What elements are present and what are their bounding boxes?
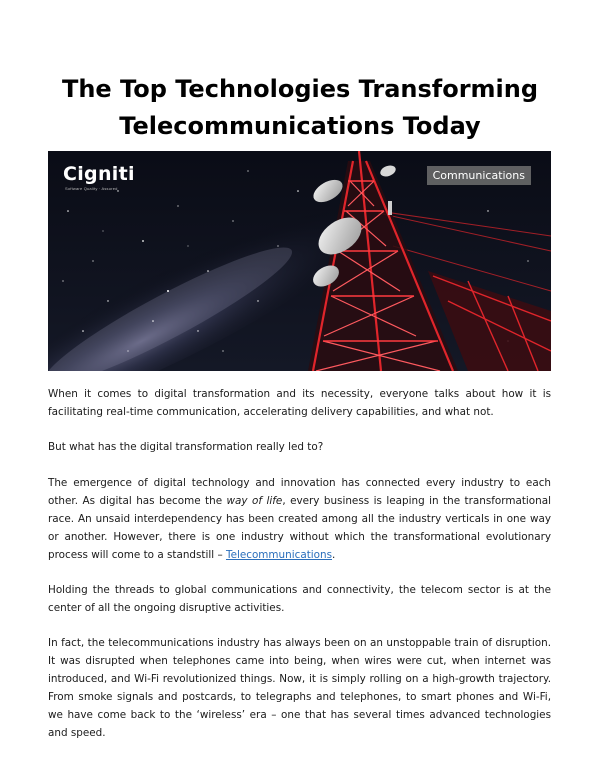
telecommunications-link[interactable]: Telecommunications xyxy=(225,549,333,561)
brand-tagline: Software Quality · Assured xyxy=(65,186,118,191)
paragraph-3 xyxy=(48,474,551,564)
paragraph-4: Holding the threads to global communications and connectivity, the telecom sector is at the center of all the ongoing disruptive activities. xyxy=(48,584,551,614)
paragraph-3-text-a: The emergence of digital technology and innovation has connected every industry to each other. As digital has become the xyxy=(48,477,551,507)
brand-logo: Cigniti xyxy=(63,163,135,185)
paragraph-3-end: . xyxy=(332,549,336,561)
article-title: The Top Technologies Transforming Telecommunications Today xyxy=(61,75,539,140)
hero-image xyxy=(48,151,551,371)
article-body xyxy=(48,385,551,759)
paragraph-2: But what has the digital transformation really led to? xyxy=(48,441,324,453)
paragraph-3-text-b: , every business is leaping in the transformational race. An unsaid interdependency has been created among all the industry verticals in one way or another. However, there is one industry without which the transformational evolutionary process will come to a standstill – xyxy=(48,495,552,561)
paragraph-1: When it comes to digital transformation and its necessity, everyone talks about how it is facilitating real-time communication, accelerating delivery capabilities, and what not. xyxy=(48,388,551,418)
category-badge: Communications xyxy=(427,166,531,185)
paragraph-5: In fact, the telecommunications industry has always been on an unstoppable train of disruption. It was disrupted when telephones came into being, when wires were cut, when internet was introduced, and Wi-Fi revolutionized things. Now, it is simply rolling on a high-growth trajectory. From smoke signals and postcards, to telegraphs and telephones, to smart phones and Wi-Fi, we have come back to the ‘wireless’ era – one that has several times advanced technologies and speed. xyxy=(48,637,551,739)
emphasis-way-of-life: way of life xyxy=(226,495,283,507)
